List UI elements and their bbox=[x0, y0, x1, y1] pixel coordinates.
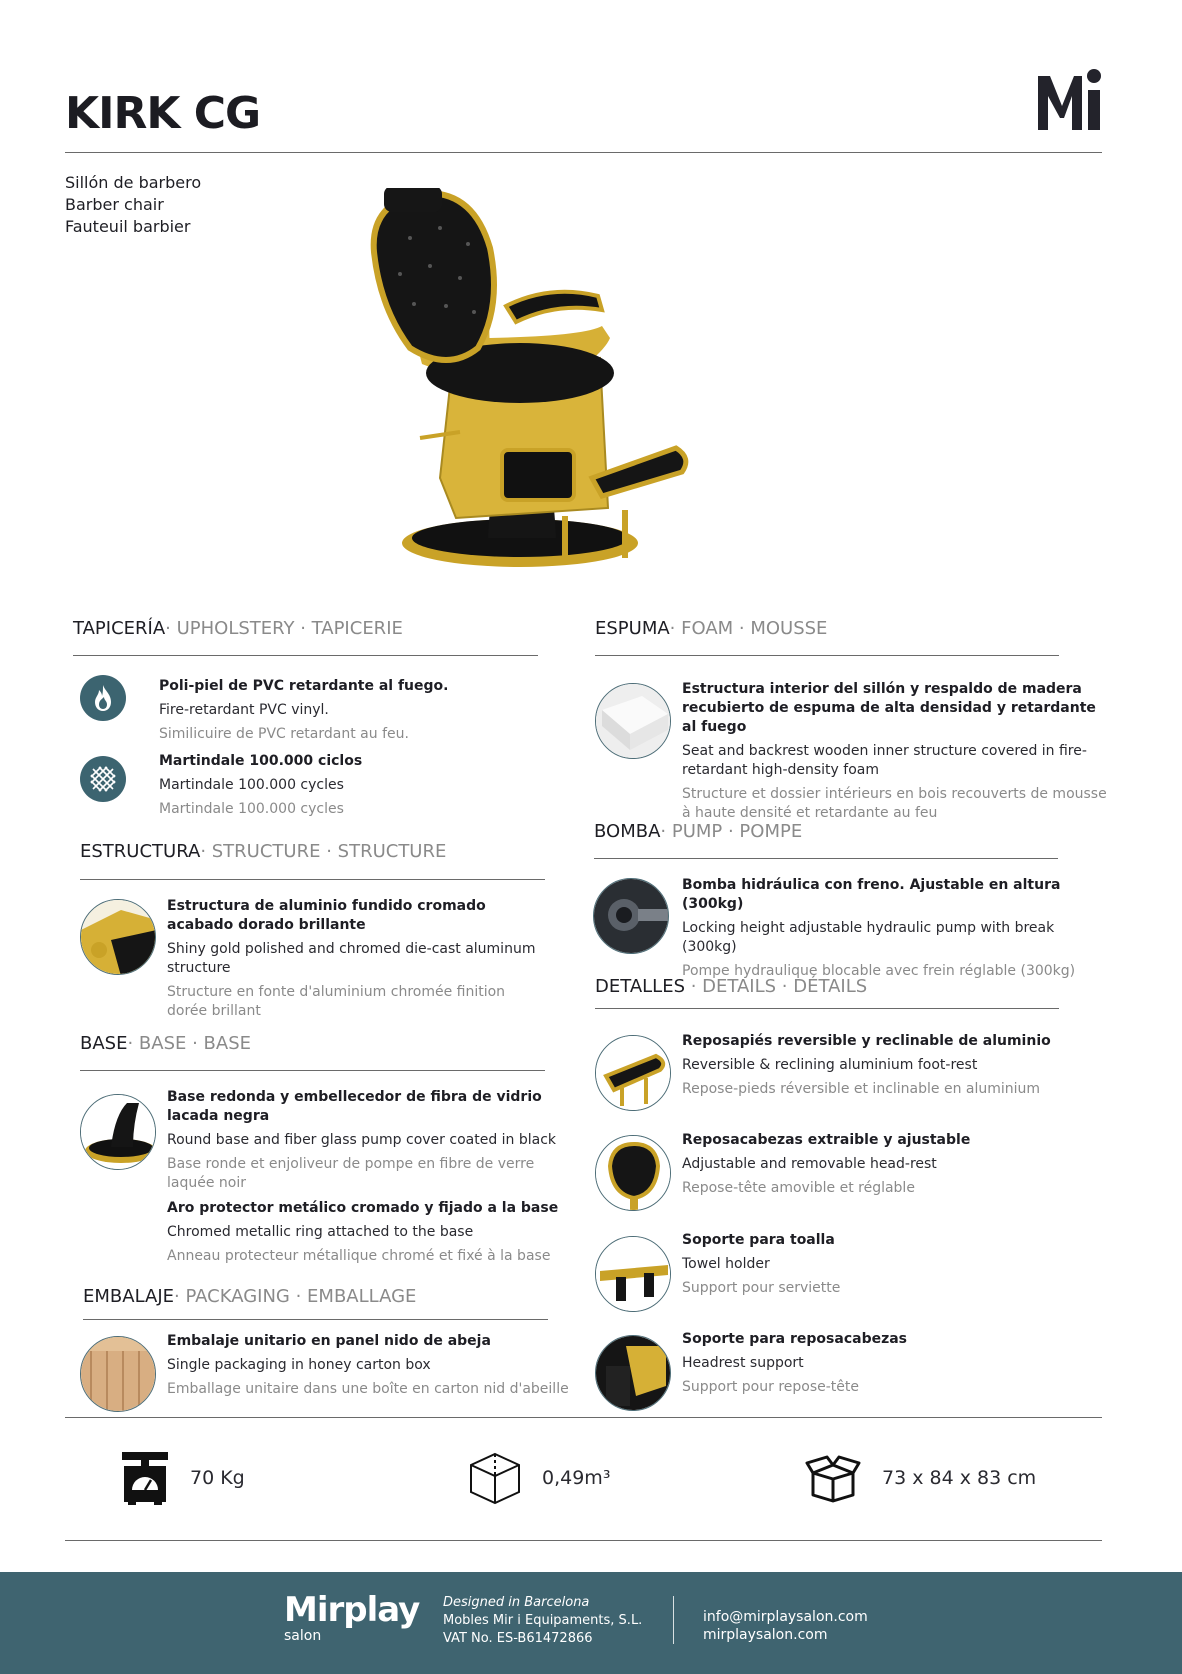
base-thumbnail bbox=[80, 1094, 156, 1170]
specs-top-divider bbox=[65, 1417, 1102, 1418]
packaging-text: Embalaje unitario en panel nido de abeja Single packaging in honey carton box Emballage unitaire dans une boîte en carton nid d'abeille bbox=[167, 1333, 569, 1397]
cube-icon bbox=[468, 1451, 522, 1505]
spec-volume-value: 0,49m³ bbox=[542, 1467, 611, 1489]
section-upholstery-title: TAPICERÍA· UPHOLSTERY · TAPICERIE bbox=[73, 618, 403, 639]
spec-weight bbox=[120, 1448, 245, 1508]
email-link[interactable]: info@mirplaysalon.com bbox=[703, 1609, 868, 1625]
packaging-divider bbox=[83, 1319, 548, 1320]
base-divider bbox=[80, 1070, 545, 1071]
header-divider bbox=[65, 152, 1102, 153]
detail-item-footrest: Reposapiés reversible y reclinable de aluminio Reversible & reclining aluminium foot-rest Repose-pieds réversible et inclinable en aluminium bbox=[682, 1033, 1051, 1097]
section-base-title: BASE· BASE · BASE bbox=[80, 1033, 251, 1054]
upholstery-item-1: Poli-piel de PVC retardante al fuego. Fire-retardant PVC vinyl. Similicuire de PVC retardant au feu. bbox=[159, 678, 449, 742]
detail-item-towel-holder: Soporte para toalla Towel holder Support pour serviette bbox=[682, 1232, 841, 1296]
footrest-thumbnail bbox=[595, 1035, 671, 1111]
mesh-icon bbox=[80, 756, 126, 802]
pump-thumbnail bbox=[593, 878, 669, 954]
mirplay-logo: Mirplay salon bbox=[284, 1590, 420, 1644]
subtitle-block bbox=[65, 172, 201, 238]
specs-bottom-divider bbox=[65, 1540, 1102, 1541]
scale-icon bbox=[120, 1450, 170, 1506]
structure-thumbnail bbox=[80, 899, 156, 975]
footer bbox=[0, 1572, 1182, 1674]
flame-icon bbox=[80, 675, 126, 721]
upholstery-divider bbox=[73, 655, 538, 656]
section-structure-title: ESTRUCTURA· STRUCTURE · STRUCTURE bbox=[80, 841, 447, 862]
headrest-support-thumbnail bbox=[595, 1335, 671, 1411]
subtitle-fr: Fauteuil barbier bbox=[65, 217, 191, 236]
subtitle-es: Sillón de barbero bbox=[65, 173, 202, 192]
detail-item-headrest-support: Soporte para reposacabezas Headrest support Support pour repose-tête bbox=[682, 1331, 908, 1395]
subtitle-en: Barber chair bbox=[65, 195, 164, 214]
foam-text: Estructura interior del sillón y respaldo de madera recubierto de espuma de alta densidad y retardante al fuego Seat and backrest wooden inner structure covered in fire-retardant high-density foam Structure et dossier intérieurs en bois recouverts de mousse à haute densité et retardante au feu bbox=[682, 681, 1107, 821]
company-info: Designed in Barcelona Mobles Mir i Equipaments, S.L. VAT No. ES-B61472866 bbox=[443, 1595, 643, 1646]
section-pump-title: BOMBA· PUMP · POMPE bbox=[594, 821, 803, 842]
headrest-thumbnail bbox=[595, 1135, 671, 1211]
pump-divider bbox=[594, 858, 1058, 859]
details-divider bbox=[595, 1008, 1059, 1009]
spec-dimensions-value: 73 x 84 x 83 cm bbox=[882, 1467, 1037, 1489]
base-text: Base redonda y embellecedor de fibra de vidrio lacada negra Round base and fiber glass pump cover coated in black Base ronde et enjoliveur de pompe en fibre de verre laquée noir Aro protector metálico cromado y fijado a la base Chromed metallic ring attached to the base Anneau protecteur métallique chromé et fixé à la base bbox=[167, 1089, 559, 1264]
pump-text: Bomba hidráulica con freno. Ajustable en altura (300kg) Locking height adjustable hydraulic pump with break (300kg) Pompe hydraulique blocable avec frein réglable (300kg) bbox=[682, 877, 1076, 979]
spec-volume bbox=[468, 1448, 610, 1508]
section-foam-title: ESPUMA· FOAM · MOUSSE bbox=[595, 618, 828, 639]
spec-weight-value: 70 Kg bbox=[190, 1467, 245, 1489]
towel-holder-thumbnail bbox=[595, 1236, 671, 1312]
spec-dimensions bbox=[804, 1448, 1036, 1508]
detail-item-headrest: Reposacabezas extraible y ajustable Adjustable and removable head-rest Repose-tête amovible et réglable bbox=[682, 1132, 971, 1196]
structure-text: Estructura de aluminio fundido cromado acabado dorado brillante Shiny gold polished and chromed die-cast aluminum structure Structure en fonte d'aluminium chromée finition dorée brillant bbox=[167, 898, 536, 1019]
foam-divider bbox=[595, 655, 1059, 656]
section-packaging-title: EMBALAJE· PACKAGING · EMBALLAGE bbox=[83, 1286, 417, 1307]
website-link[interactable]: mirplaysalon.com bbox=[703, 1627, 828, 1643]
product-title: KIRK CG bbox=[65, 88, 261, 139]
section-details-title: DETALLES · DETAILS · DÉTAILS bbox=[595, 976, 868, 997]
upholstery-item-2: Martindale 100.000 ciclos Martindale 100.000 cycles Martindale 100.000 cycles bbox=[159, 753, 363, 817]
mi-logo-icon bbox=[1036, 66, 1104, 134]
contact-info bbox=[703, 1608, 868, 1644]
structure-divider bbox=[80, 879, 545, 880]
packaging-thumbnail bbox=[80, 1336, 156, 1412]
footer-divider bbox=[673, 1596, 674, 1644]
foam-thumbnail bbox=[595, 683, 671, 759]
box-icon bbox=[804, 1453, 862, 1503]
barber-chair-image bbox=[370, 188, 730, 596]
